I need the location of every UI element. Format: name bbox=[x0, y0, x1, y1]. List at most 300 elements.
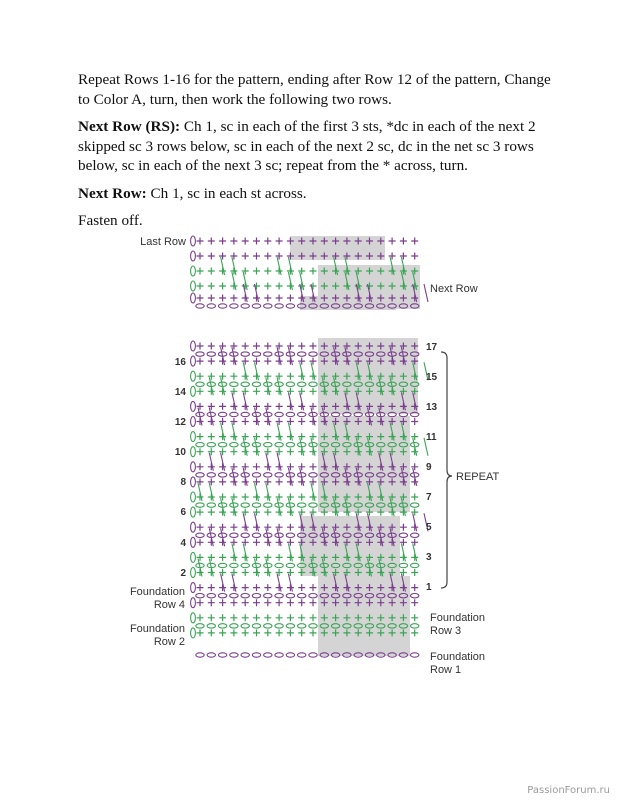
chain-stitch bbox=[298, 563, 306, 567]
sc-stitch bbox=[343, 433, 350, 440]
chain-stitch bbox=[241, 503, 249, 507]
turning-chain bbox=[191, 492, 196, 502]
chain-stitch bbox=[354, 304, 362, 308]
chain-stitch bbox=[343, 412, 351, 416]
chain-stitch bbox=[207, 653, 215, 657]
chain-stitch bbox=[241, 412, 249, 416]
chain-stitch bbox=[230, 443, 238, 447]
chain-stitch bbox=[286, 412, 294, 416]
chain-stitch bbox=[275, 503, 283, 507]
chain-stitch bbox=[298, 503, 306, 507]
sc-stitch bbox=[230, 554, 237, 561]
sc-stitch bbox=[287, 358, 294, 365]
sc-stitch bbox=[343, 295, 350, 302]
chain-stitch bbox=[320, 624, 328, 628]
turning-chain bbox=[191, 568, 196, 578]
next-row-text: Ch 1, sc in each st across. bbox=[146, 184, 307, 202]
chain-stitch bbox=[343, 503, 351, 507]
dc-stitch bbox=[401, 272, 405, 290]
chain-stitch bbox=[354, 624, 362, 628]
chain-stitch bbox=[320, 503, 328, 507]
dc-stitch bbox=[379, 559, 383, 577]
dc-stitch bbox=[221, 574, 225, 592]
chain-stitch bbox=[320, 594, 328, 598]
chain-stitch bbox=[230, 382, 238, 386]
sc-stitch bbox=[366, 388, 373, 395]
sc-stitch bbox=[298, 373, 305, 380]
sc-stitch bbox=[400, 238, 407, 245]
sc-stitch bbox=[208, 584, 215, 591]
chain-stitch bbox=[196, 503, 204, 507]
chain-stitch bbox=[411, 473, 419, 477]
sc-stitch bbox=[343, 599, 350, 606]
chain-stitch bbox=[218, 412, 226, 416]
sc-stitch bbox=[264, 614, 271, 621]
turning-chain bbox=[191, 417, 196, 427]
chain-stitch bbox=[320, 352, 328, 356]
sc-stitch bbox=[343, 268, 350, 275]
dc-stitch bbox=[255, 408, 259, 426]
sc-stitch bbox=[219, 614, 226, 621]
chain-stitch bbox=[286, 304, 294, 308]
chain-stitch bbox=[365, 473, 373, 477]
sc-stitch bbox=[366, 268, 373, 275]
sc-stitch bbox=[355, 569, 362, 576]
dc-stitch bbox=[334, 347, 338, 365]
sc-stitch bbox=[310, 463, 317, 470]
sc-stitch bbox=[287, 599, 294, 606]
sc-stitch bbox=[276, 629, 283, 636]
foundation-row3-line1: Foundation bbox=[430, 612, 486, 624]
dc-stitch bbox=[311, 513, 315, 531]
sc-stitch bbox=[242, 509, 249, 516]
sc-stitch bbox=[355, 283, 362, 290]
dc-stitch bbox=[221, 347, 225, 365]
sc-stitch bbox=[253, 599, 260, 606]
sc-stitch bbox=[242, 584, 249, 591]
sc-stitch bbox=[230, 343, 237, 350]
sc-stitch bbox=[310, 358, 317, 365]
dc-stitch bbox=[345, 347, 349, 365]
sc-stitch bbox=[242, 433, 249, 440]
dc-stitch bbox=[232, 468, 236, 486]
dc-stitch bbox=[345, 543, 349, 561]
chain-stitch bbox=[377, 304, 385, 308]
sc-stitch bbox=[332, 343, 339, 350]
sc-stitch bbox=[298, 494, 305, 501]
chain-stitch bbox=[399, 443, 407, 447]
sc-stitch bbox=[264, 569, 271, 576]
chain-stitch bbox=[309, 382, 317, 386]
row-number-left: 6 bbox=[180, 507, 186, 518]
sc-stitch bbox=[321, 358, 328, 365]
dc-stitch bbox=[288, 468, 292, 486]
chain-stitch bbox=[207, 473, 215, 477]
chain-stitch bbox=[354, 352, 362, 356]
sc-stitch bbox=[310, 433, 317, 440]
sc-stitch bbox=[377, 584, 384, 591]
sc-stitch bbox=[230, 569, 237, 576]
sc-stitch bbox=[332, 539, 339, 546]
sc-stitch bbox=[197, 403, 204, 410]
sc-stitch bbox=[197, 388, 204, 395]
dc-stitch bbox=[266, 408, 270, 426]
chain-stitch bbox=[331, 473, 339, 477]
sc-stitch bbox=[366, 283, 373, 290]
chain-stitch bbox=[377, 503, 385, 507]
sc-stitch bbox=[219, 238, 226, 245]
dc-stitch bbox=[243, 392, 247, 410]
dc-stitch bbox=[277, 453, 281, 471]
sc-stitch bbox=[411, 253, 418, 260]
sc-stitch bbox=[332, 599, 339, 606]
dc-stitch bbox=[288, 423, 292, 441]
sc-stitch bbox=[287, 403, 294, 410]
sc-stitch bbox=[287, 463, 294, 470]
sc-stitch bbox=[208, 524, 215, 531]
sc-stitch bbox=[219, 388, 226, 395]
chain-stitch bbox=[196, 624, 204, 628]
sc-stitch bbox=[332, 524, 339, 531]
chain-stitch bbox=[264, 624, 272, 628]
sc-stitch bbox=[230, 509, 237, 516]
turning-chain bbox=[191, 598, 196, 608]
chain-stitch bbox=[264, 653, 272, 657]
dc-stitch bbox=[356, 284, 360, 302]
chain-stitch bbox=[377, 624, 385, 628]
chain-stitch bbox=[298, 624, 306, 628]
chain-stitch bbox=[388, 382, 396, 386]
sc-stitch bbox=[400, 358, 407, 365]
sc-stitch bbox=[264, 478, 271, 485]
dc-stitch bbox=[401, 468, 405, 486]
sc-stitch bbox=[276, 403, 283, 410]
sc-stitch bbox=[242, 283, 249, 290]
sc-stitch bbox=[310, 509, 317, 516]
sc-stitch bbox=[287, 448, 294, 455]
chain-stitch bbox=[207, 624, 215, 628]
sc-stitch bbox=[389, 433, 396, 440]
sc-stitch bbox=[411, 358, 418, 365]
chain-stitch bbox=[411, 382, 419, 386]
sc-stitch bbox=[253, 494, 260, 501]
sc-stitch bbox=[230, 494, 237, 501]
sc-stitch bbox=[377, 599, 384, 606]
chain-stitch bbox=[331, 382, 339, 386]
instruction-paragraph-3 bbox=[78, 184, 558, 204]
sc-stitch bbox=[230, 584, 237, 591]
sc-stitch bbox=[400, 629, 407, 636]
sc-stitch bbox=[253, 478, 260, 485]
sc-stitch bbox=[321, 569, 328, 576]
chain-stitch bbox=[411, 443, 419, 447]
sc-stitch bbox=[287, 433, 294, 440]
sc-stitch bbox=[287, 388, 294, 395]
dc-stitch bbox=[379, 528, 383, 546]
chain-stitch bbox=[218, 352, 226, 356]
sc-stitch bbox=[298, 343, 305, 350]
sc-stitch bbox=[310, 569, 317, 576]
dc-stitch bbox=[255, 513, 259, 531]
sc-stitch bbox=[298, 569, 305, 576]
chain-stitch bbox=[275, 473, 283, 477]
sc-stitch bbox=[366, 373, 373, 380]
sc-stitch bbox=[197, 539, 204, 546]
chain-stitch bbox=[320, 443, 328, 447]
sc-stitch bbox=[253, 343, 260, 350]
sc-stitch bbox=[332, 433, 339, 440]
sc-stitch bbox=[253, 403, 260, 410]
sc-stitch bbox=[298, 295, 305, 302]
dc-stitch bbox=[277, 347, 281, 365]
sc-stitch bbox=[400, 599, 407, 606]
sc-stitch bbox=[310, 253, 317, 260]
sc-stitch bbox=[298, 584, 305, 591]
sc-stitch bbox=[264, 388, 271, 395]
sc-stitch bbox=[264, 584, 271, 591]
chain-stitch bbox=[354, 594, 362, 598]
turning-chain bbox=[191, 356, 196, 366]
chain-stitch bbox=[298, 412, 306, 416]
dc-stitch bbox=[288, 574, 292, 592]
sc-stitch bbox=[242, 268, 249, 275]
dc-stitch bbox=[311, 408, 315, 426]
sc-stitch bbox=[264, 599, 271, 606]
chain-stitch bbox=[399, 653, 407, 657]
chain-stitch bbox=[196, 382, 204, 386]
sc-stitch bbox=[355, 358, 362, 365]
sc-stitch bbox=[298, 599, 305, 606]
sc-stitch bbox=[332, 629, 339, 636]
sc-stitch bbox=[400, 253, 407, 260]
sc-stitch bbox=[400, 433, 407, 440]
dc-stitch bbox=[424, 438, 428, 456]
sc-stitch bbox=[389, 478, 396, 485]
sc-stitch bbox=[400, 268, 407, 275]
sc-stitch bbox=[287, 539, 294, 546]
sc-stitch bbox=[310, 584, 317, 591]
sc-stitch bbox=[310, 629, 317, 636]
dc-stitch bbox=[221, 528, 225, 546]
sc-stitch bbox=[332, 478, 339, 485]
sc-stitch bbox=[230, 614, 237, 621]
row-number-right: 17 bbox=[426, 342, 438, 353]
sc-stitch bbox=[242, 478, 249, 485]
chain-stitch bbox=[275, 594, 283, 598]
instruction-paragraph-1: Repeat Rows 1-16 for the pattern, ending after Row 12 of the pattern, Change to Color A, turn, then work the following two rows. bbox=[78, 71, 551, 108]
chain-stitch bbox=[218, 563, 226, 567]
dc-stitch bbox=[266, 528, 270, 546]
sc-stitch bbox=[264, 448, 271, 455]
sc-stitch bbox=[343, 478, 350, 485]
sc-stitch bbox=[276, 584, 283, 591]
sc-stitch bbox=[411, 539, 418, 546]
sc-stitch bbox=[253, 524, 260, 531]
sc-stitch bbox=[343, 539, 350, 546]
sc-stitch bbox=[332, 268, 339, 275]
chain-stitch bbox=[320, 533, 328, 537]
chain-stitch bbox=[298, 304, 306, 308]
sc-stitch bbox=[197, 524, 204, 531]
dc-stitch bbox=[277, 498, 281, 516]
chain-stitch bbox=[320, 473, 328, 477]
sc-stitch bbox=[242, 554, 249, 561]
chain-stitch bbox=[275, 533, 283, 537]
sc-stitch bbox=[208, 554, 215, 561]
row-number-left: 16 bbox=[174, 357, 186, 368]
chain-stitch bbox=[354, 443, 362, 447]
sc-stitch bbox=[219, 433, 226, 440]
chain-stitch bbox=[365, 412, 373, 416]
chain-stitch bbox=[354, 382, 362, 386]
chain-stitch bbox=[286, 503, 294, 507]
sc-stitch bbox=[230, 403, 237, 410]
dc-stitch bbox=[300, 438, 304, 456]
chain-stitch bbox=[331, 594, 339, 598]
sc-stitch bbox=[389, 268, 396, 275]
sc-stitch bbox=[276, 569, 283, 576]
sc-stitch bbox=[411, 494, 418, 501]
dc-stitch bbox=[232, 498, 236, 516]
sc-stitch bbox=[411, 418, 418, 425]
chain-stitch bbox=[298, 653, 306, 657]
sc-stitch bbox=[389, 629, 396, 636]
sc-stitch bbox=[208, 539, 215, 546]
dc-stitch bbox=[334, 377, 338, 395]
chain-stitch bbox=[286, 352, 294, 356]
sc-stitch bbox=[377, 295, 384, 302]
sc-stitch bbox=[219, 584, 226, 591]
shaded-region bbox=[290, 236, 385, 260]
turning-chain bbox=[191, 583, 196, 593]
chain-stitch bbox=[377, 352, 385, 356]
sc-stitch bbox=[366, 433, 373, 440]
dc-stitch bbox=[368, 559, 372, 577]
chain-stitch bbox=[354, 473, 362, 477]
sc-stitch bbox=[411, 343, 418, 350]
chain-stitch bbox=[377, 443, 385, 447]
chain-stitch bbox=[320, 412, 328, 416]
dc-stitch bbox=[413, 362, 417, 380]
sc-stitch bbox=[355, 478, 362, 485]
chain-stitch bbox=[230, 412, 238, 416]
sc-stitch bbox=[242, 539, 249, 546]
dc-stitch bbox=[356, 392, 360, 410]
chain-stitch bbox=[207, 412, 215, 416]
sc-stitch bbox=[310, 539, 317, 546]
dc-stitch bbox=[368, 284, 372, 302]
dc-stitch bbox=[368, 362, 372, 380]
chain-stitch bbox=[365, 563, 373, 567]
sc-stitch bbox=[332, 253, 339, 260]
sc-stitch bbox=[264, 253, 271, 260]
dc-stitch bbox=[198, 408, 202, 426]
sc-stitch bbox=[321, 509, 328, 516]
dc-stitch bbox=[390, 453, 394, 471]
sc-stitch bbox=[343, 418, 350, 425]
sc-stitch bbox=[197, 554, 204, 561]
dc-stitch bbox=[221, 498, 225, 516]
sc-stitch bbox=[355, 448, 362, 455]
sc-stitch bbox=[230, 388, 237, 395]
row-number-right: 7 bbox=[426, 492, 432, 503]
chain-stitch bbox=[218, 533, 226, 537]
sc-stitch bbox=[343, 343, 350, 350]
chain-stitch bbox=[309, 473, 317, 477]
chain-stitch bbox=[264, 473, 272, 477]
sc-stitch bbox=[377, 433, 384, 440]
sc-stitch bbox=[276, 463, 283, 470]
sc-stitch bbox=[253, 554, 260, 561]
sc-stitch bbox=[355, 418, 362, 425]
dc-stitch bbox=[221, 377, 225, 395]
chain-stitch bbox=[207, 533, 215, 537]
dc-stitch bbox=[322, 483, 326, 501]
sc-stitch bbox=[355, 539, 362, 546]
dc-stitch bbox=[221, 257, 225, 275]
dc-stitch bbox=[390, 347, 394, 365]
sc-stitch bbox=[321, 539, 328, 546]
chain-stitch bbox=[388, 412, 396, 416]
chain-stitch bbox=[264, 412, 272, 416]
dc-stitch bbox=[413, 392, 417, 410]
sc-stitch bbox=[264, 629, 271, 636]
dc-stitch bbox=[413, 438, 417, 456]
sc-stitch bbox=[366, 253, 373, 260]
sc-stitch bbox=[197, 238, 204, 245]
dc-stitch bbox=[390, 528, 394, 546]
sc-stitch bbox=[321, 388, 328, 395]
sc-stitch bbox=[400, 418, 407, 425]
sc-stitch bbox=[219, 494, 226, 501]
sc-stitch bbox=[411, 463, 418, 470]
sc-stitch bbox=[242, 253, 249, 260]
chain-stitch bbox=[241, 443, 249, 447]
chain-stitch bbox=[399, 352, 407, 356]
sc-stitch bbox=[411, 554, 418, 561]
chain-stitch bbox=[365, 443, 373, 447]
sc-stitch bbox=[287, 614, 294, 621]
chain-stitch bbox=[411, 653, 419, 657]
foundation-row1-line2: Row 1 bbox=[430, 664, 462, 676]
sc-stitch bbox=[287, 343, 294, 350]
dc-stitch bbox=[266, 483, 270, 501]
chain-stitch bbox=[399, 382, 407, 386]
sc-stitch bbox=[377, 403, 384, 410]
sc-stitch bbox=[197, 343, 204, 350]
sc-stitch bbox=[276, 295, 283, 302]
sc-stitch bbox=[298, 403, 305, 410]
dc-stitch bbox=[288, 392, 292, 410]
sc-stitch bbox=[253, 448, 260, 455]
sc-stitch bbox=[242, 403, 249, 410]
foundation-row4-line1: Foundation bbox=[129, 586, 185, 598]
dc-stitch bbox=[379, 377, 383, 395]
sc-stitch bbox=[389, 509, 396, 516]
chain-stitch bbox=[241, 473, 249, 477]
dc-stitch bbox=[277, 377, 281, 395]
sc-stitch bbox=[355, 629, 362, 636]
chain-stitch bbox=[388, 304, 396, 308]
sc-stitch bbox=[332, 554, 339, 561]
sc-stitch bbox=[253, 509, 260, 516]
sc-stitch bbox=[276, 494, 283, 501]
shaded-region bbox=[318, 576, 410, 656]
foundation-row3-line2: Row 3 bbox=[430, 625, 462, 637]
dc-stitch bbox=[379, 453, 383, 471]
dc-stitch bbox=[288, 272, 292, 290]
sc-stitch bbox=[343, 388, 350, 395]
